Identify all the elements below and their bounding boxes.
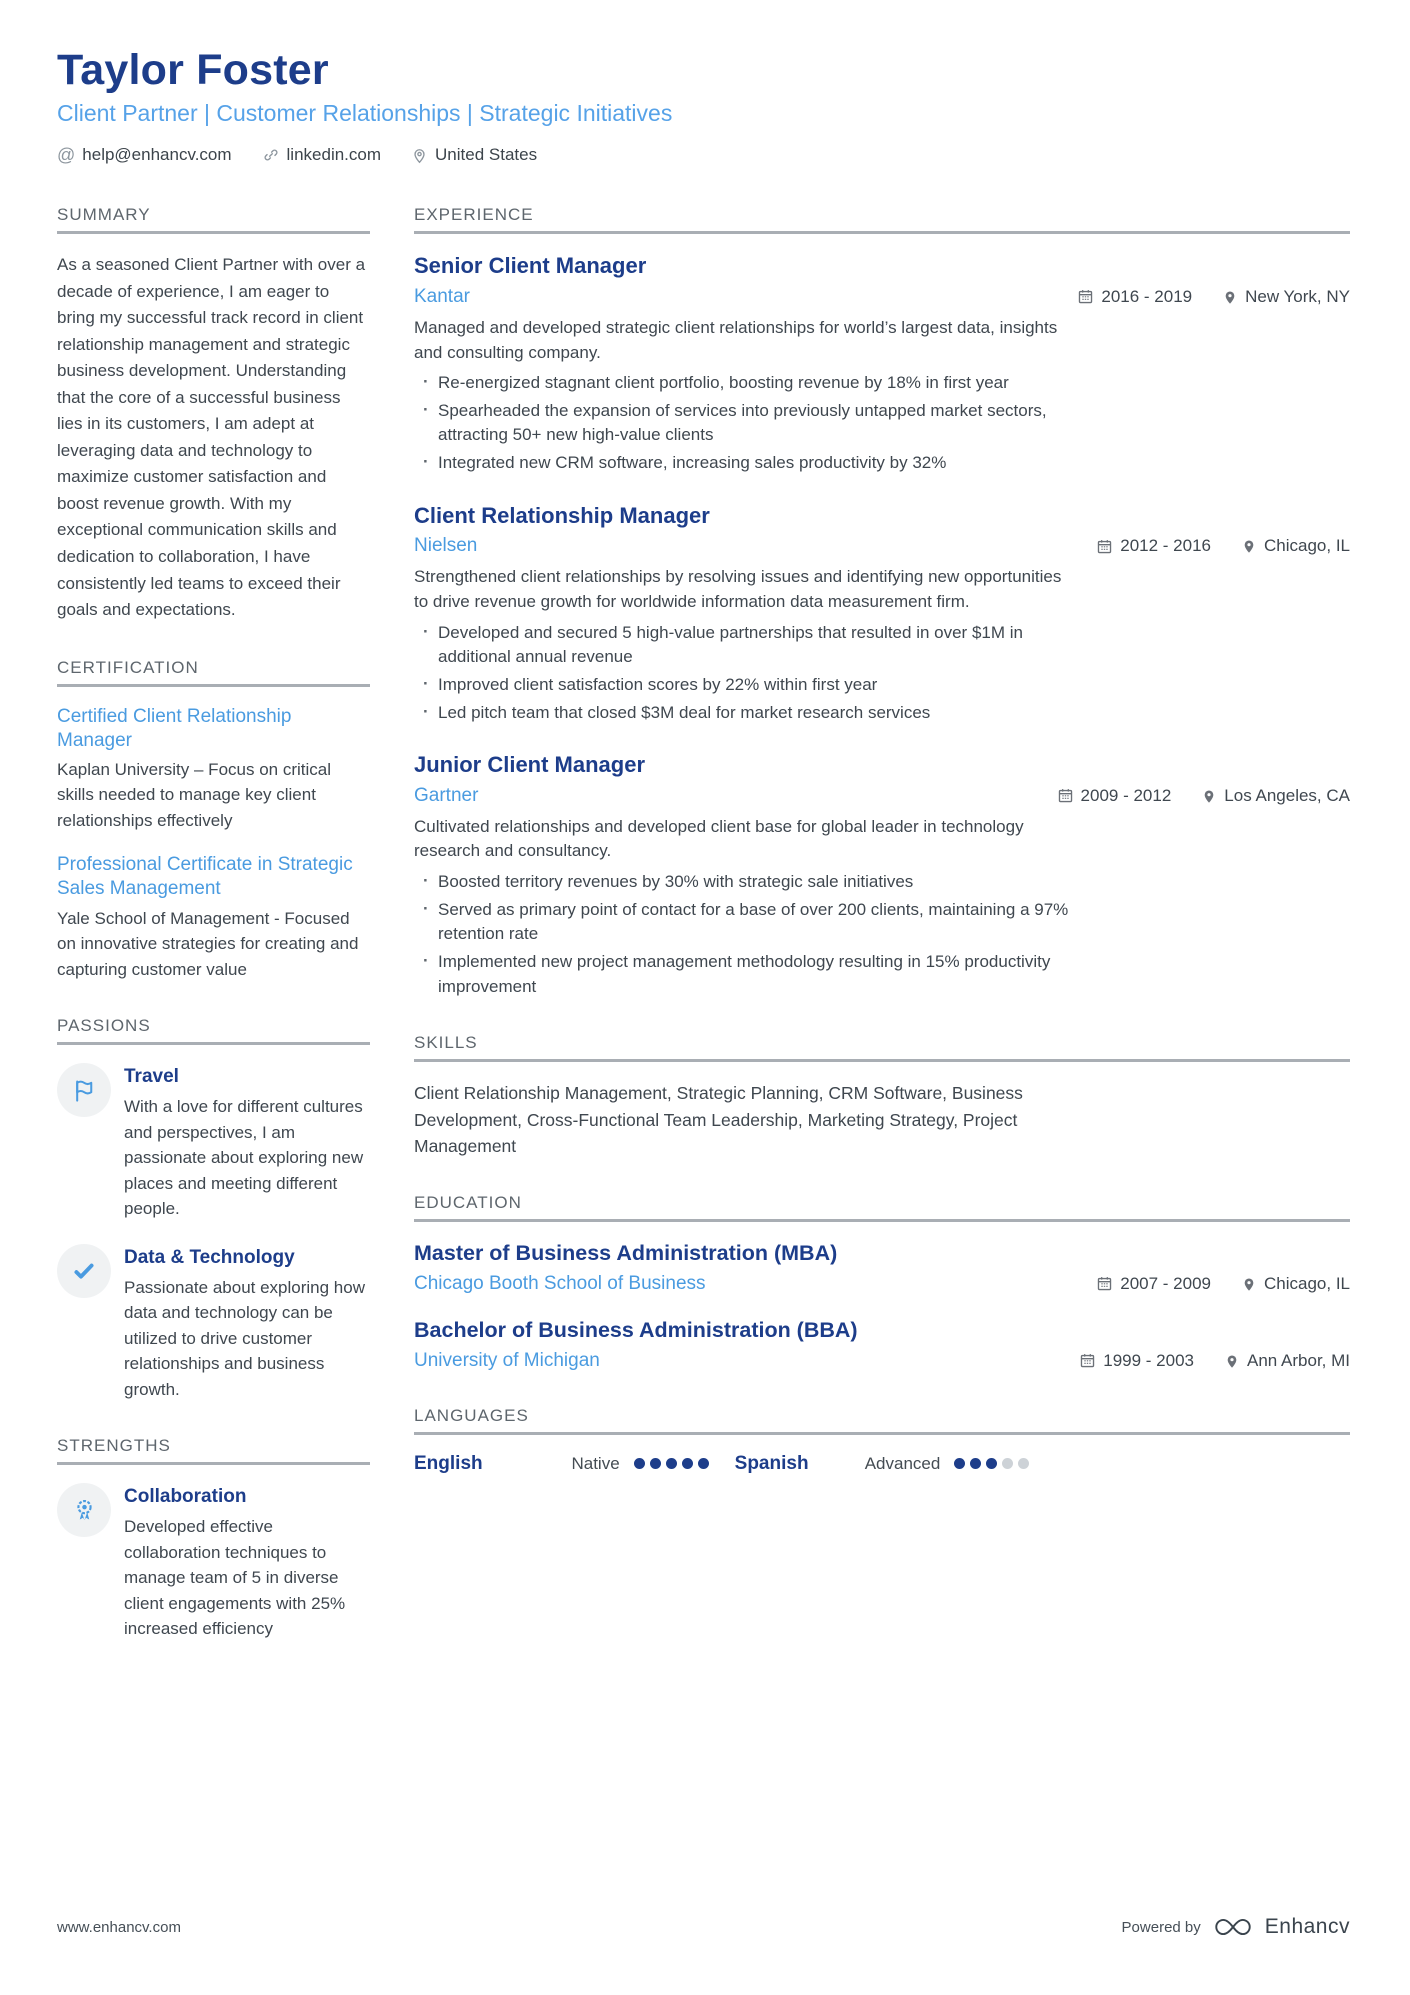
skills-section bbox=[414, 1033, 1350, 1159]
link-icon bbox=[262, 146, 280, 164]
language-level: Advanced bbox=[864, 1453, 941, 1473]
job-bullets bbox=[414, 870, 1094, 999]
powered-by-block[interactable] bbox=[1122, 1915, 1350, 1939]
job-bullets bbox=[414, 371, 1094, 476]
education-dates bbox=[1079, 1351, 1194, 1371]
calendar-icon bbox=[1079, 1352, 1096, 1369]
job-bullet: · Integrated new CRM software, increasing sales productivity by 32% bbox=[414, 451, 1094, 476]
languages-section bbox=[414, 1406, 1350, 1475]
degree-title: Bachelor of Business Administration (BBA) bbox=[414, 1317, 858, 1342]
education-entry bbox=[414, 1240, 1350, 1295]
strengths-section bbox=[57, 1436, 370, 1642]
education-heading: EDUCATION bbox=[414, 1193, 1350, 1222]
job-bullet: · Implemented new project management methodology resulting in 15% productivity improvement bbox=[414, 950, 1094, 999]
skills-heading: SKILLS bbox=[414, 1033, 1350, 1062]
education-location bbox=[1241, 1274, 1350, 1294]
experience-entry bbox=[414, 751, 1350, 999]
job-dates-text: 2012 - 2016 bbox=[1120, 536, 1211, 556]
contact-row bbox=[57, 145, 1350, 165]
job-dates bbox=[1096, 536, 1211, 556]
job-location bbox=[1222, 287, 1350, 307]
education-location-text: Ann Arbor, MI bbox=[1247, 1350, 1350, 1370]
left-column bbox=[57, 205, 370, 1675]
calendar-icon bbox=[1096, 538, 1113, 555]
job-dates bbox=[1057, 786, 1172, 806]
education-dates bbox=[1096, 1274, 1211, 1294]
job-title: Senior Client Manager bbox=[414, 253, 647, 279]
location-pin-icon bbox=[1241, 1276, 1257, 1292]
passion-item-data-technology bbox=[57, 1244, 370, 1403]
calendar-icon bbox=[1096, 1275, 1113, 1292]
candidate-name: Taylor Foster bbox=[57, 46, 329, 94]
job-dates-text: 2009 - 2012 bbox=[1080, 785, 1172, 805]
job-dates-text: 2016 - 2019 bbox=[1101, 286, 1193, 306]
language-proficiency-dots bbox=[634, 1458, 709, 1469]
job-location-text: Chicago, IL bbox=[1264, 536, 1350, 556]
powered-by-label: Powered by bbox=[1121, 1918, 1201, 1936]
certification-title: Certified Client Relationship Manager bbox=[57, 705, 292, 751]
job-location bbox=[1201, 786, 1350, 806]
company-name: Kantar bbox=[414, 285, 470, 307]
contact-linkedin-text: linkedin.com bbox=[286, 145, 382, 165]
education-dates-text: 2007 - 2009 bbox=[1120, 1273, 1211, 1293]
job-bullets bbox=[414, 621, 1094, 726]
page-footer bbox=[57, 1915, 1350, 1939]
company-name: Nielsen bbox=[414, 535, 478, 557]
experience-entry bbox=[414, 252, 1350, 475]
experience-heading: EXPERIENCE bbox=[414, 205, 1350, 234]
contact-email-text: help@enhancv.com bbox=[82, 145, 232, 165]
job-location-text: New York, NY bbox=[1245, 286, 1350, 306]
contact-linkedin[interactable] bbox=[262, 145, 382, 165]
job-bullet: · Developed and secured 5 high-value partnerships that resulted in over $1M in additional annual revenue bbox=[414, 621, 1094, 670]
experience-entry bbox=[414, 502, 1350, 725]
strengths-heading: STRENGTHS bbox=[57, 1436, 370, 1465]
language-entry-empty bbox=[1055, 1453, 1350, 1475]
job-title: Junior Client Manager bbox=[414, 752, 646, 778]
passion-title: Data & Technology bbox=[124, 1246, 295, 1268]
contact-location bbox=[411, 145, 537, 165]
degree-title: Master of Business Administration (MBA) bbox=[414, 1241, 838, 1266]
flag-icon bbox=[57, 1063, 111, 1117]
passions-heading: PASSIONS bbox=[57, 1016, 370, 1045]
location-pin-icon bbox=[1222, 289, 1238, 305]
certification-section bbox=[57, 658, 370, 983]
location-pin-icon bbox=[1241, 538, 1257, 554]
medal-icon bbox=[57, 1483, 111, 1537]
language-name: English bbox=[414, 1452, 483, 1474]
location-pin-icon bbox=[1224, 1353, 1240, 1369]
job-description: Strengthened client relationships by resolving issues and identifying new opportunities to drive revenue growth for worldwide information data measurement firm. bbox=[414, 567, 1062, 611]
skills-text: Client Relationship Management, Strategic Planning, CRM Software, Business Development, Cross-Functional Team Leadership, Marketing Strategy, Project Management bbox=[414, 1083, 1023, 1156]
certification-item bbox=[57, 705, 370, 834]
job-bullet: · Led pitch team that closed $3M deal for market research services bbox=[414, 701, 1094, 726]
job-description: Managed and developed strategic client relationships for world’s largest data, insights and consulting company. bbox=[414, 317, 1058, 362]
contact-email[interactable] bbox=[57, 145, 232, 165]
passions-section bbox=[57, 1016, 370, 1402]
calendar-icon bbox=[1057, 787, 1074, 804]
check-icon bbox=[57, 1244, 111, 1298]
strength-text: Developed effective collaboration techniques to manage team of 5 in diverse client engagements with 25% increased efficiency bbox=[124, 1517, 346, 1639]
job-title: Client Relationship Manager bbox=[414, 502, 710, 528]
passion-text: Passionate about exploring how data and technology can be utilized to drive customer relationships and business growth. bbox=[124, 1277, 365, 1399]
certification-heading: CERTIFICATION bbox=[57, 658, 370, 687]
languages-grid bbox=[414, 1453, 1350, 1475]
contact-location-text: United States bbox=[435, 145, 538, 165]
education-dates-text: 1999 - 2003 bbox=[1103, 1350, 1194, 1370]
summary-text: As a seasoned Client Partner with over a decade of experience, I am eager to bring my successful track record in client relationship management and strategic business development. Understanding that the core of a successful business lies in its customers, I am adept at leveraging data and technology to maximize customer satisfaction and boost revenue growth. With my exceptional communication skills and dedication to collaboration, I have consistently led teams to exceed their goals and expectations. bbox=[57, 255, 366, 620]
footer-website-link[interactable]: www.enhancv.com bbox=[57, 1918, 181, 1936]
language-proficiency-dots bbox=[954, 1458, 1029, 1469]
strength-title: Collaboration bbox=[124, 1486, 247, 1508]
language-level: Native bbox=[571, 1453, 620, 1473]
certification-description: Kaplan University – Focus on critical skills needed to manage key client relationships effectively bbox=[57, 759, 332, 830]
job-bullet: · Improved client satisfaction scores by 22% within first year bbox=[414, 673, 1094, 698]
job-bullet: · Spearheaded the expansion of services into previously untapped market sectors, attracting 50+ new high-value clients bbox=[414, 399, 1094, 448]
education-section bbox=[414, 1193, 1350, 1372]
location-icon bbox=[411, 147, 428, 164]
job-location-text: Los Angeles, CA bbox=[1224, 785, 1350, 805]
passion-title: Travel bbox=[124, 1066, 179, 1088]
summary-heading: SUMMARY bbox=[57, 205, 370, 234]
job-description: Cultivated relationships and developed client base for global leader in technology research and consultancy. bbox=[414, 816, 1024, 861]
summary-section bbox=[57, 205, 370, 623]
experience-section bbox=[414, 205, 1350, 999]
school-name: University of Michigan bbox=[414, 1349, 600, 1371]
language-entry bbox=[735, 1453, 1030, 1475]
passion-item-travel bbox=[57, 1063, 370, 1222]
certification-title: Professional Certificate in Strategic Sales Management bbox=[57, 854, 353, 900]
location-pin-icon bbox=[1201, 788, 1217, 804]
passion-text: With a love for different cultures and perspectives, I am passionate about exploring new places and meeting different people. bbox=[124, 1097, 364, 1219]
enhancv-brand-name: Enhancv bbox=[1264, 1915, 1350, 1938]
language-entry bbox=[414, 1453, 709, 1475]
certification-item bbox=[57, 853, 370, 982]
languages-heading: LANGUAGES bbox=[414, 1406, 1350, 1435]
enhancv-logo-icon bbox=[1213, 1915, 1253, 1939]
job-bullet: · Boosted territory revenues by 30% with strategic sale initiatives bbox=[414, 870, 1094, 895]
strength-item-collaboration bbox=[57, 1483, 370, 1642]
job-bullet: · Served as primary point of contact for a base of over 200 clients, maintaining a 97% retention rate bbox=[414, 898, 1094, 947]
education-location bbox=[1224, 1351, 1350, 1371]
right-column bbox=[414, 205, 1350, 1675]
company-name: Gartner bbox=[414, 784, 479, 806]
job-dates bbox=[1077, 287, 1192, 307]
school-name: Chicago Booth School of Business bbox=[414, 1272, 706, 1294]
education-location-text: Chicago, IL bbox=[1264, 1273, 1350, 1293]
calendar-icon bbox=[1077, 288, 1094, 305]
candidate-headline: Client Partner | Customer Relationships | Strategic Initiatives bbox=[57, 100, 673, 127]
at-icon: @ bbox=[57, 145, 76, 166]
resume-header bbox=[57, 46, 1350, 165]
language-name: Spanish bbox=[734, 1452, 809, 1474]
certification-description: Yale School of Management - Focused on innovative strategies for creating and capturing customer value bbox=[57, 908, 359, 979]
education-entry bbox=[414, 1317, 1350, 1372]
job-bullet: · Re-energized stagnant client portfolio, boosting revenue by 18% in first year bbox=[414, 371, 1094, 396]
job-location bbox=[1241, 536, 1350, 556]
